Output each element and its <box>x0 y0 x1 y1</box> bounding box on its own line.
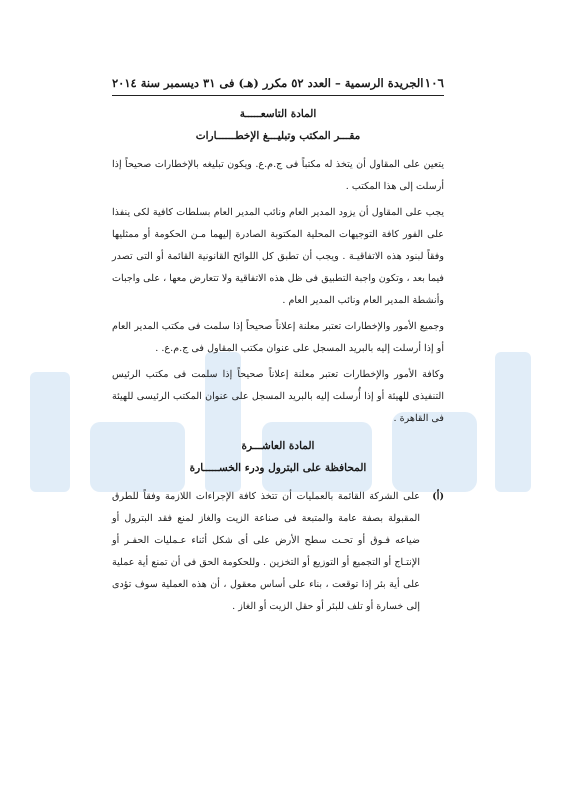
article-nine-subtitle: مقـــر المكتب وتبليـــغ الإخطــــــارات <box>195 130 361 142</box>
article-ten-subtitle: المحافظة على البترول ودرء الخســـــارة <box>189 462 367 474</box>
watermark-shape <box>495 352 531 492</box>
paragraph: يتعين على المقاول أن يتخذ له مكتباً فى ج.م.ع. ويكون تبليغه بالإخطارات صحيحاً إذا أرسلت إلى هذا المكتب . <box>112 159 444 192</box>
document-page <box>112 76 444 618</box>
page-number: ١٠٦ <box>424 76 444 90</box>
paragraph: وجميع الأمور والإخطارات تعتبر معلنة إعلاناً صحيحاً إذا سلمت فى مكتب المدير العام أو إذا أرسلت إليه بالبريد المسجل على عنوان مكتب المقاول فى ج.م.ع. . <box>112 321 444 354</box>
paragraph: وكافة الأمور والإخطارات تعتبر معلنة إعلاناً صحيحاً إذا سلمت فى مكتب الرئيس التنفيذى للهيئة أو إذا أُرسلت إليه بالبريد المسجل على عنوان المكتب الرئيسى للهيئة فى القاهرة . <box>112 369 444 424</box>
clause-a <box>112 486 444 618</box>
page-header <box>112 76 444 96</box>
article-nine-heading: المادة التاسعـــــة <box>239 108 317 120</box>
clause-label: (أ) <box>432 491 444 502</box>
watermark-shape <box>30 372 70 492</box>
article-ten-heading: المادة العاشـــرة <box>241 440 315 452</box>
paragraph: يجب على المقاول أن يزود المدير العام ونائب المدير العام بسلطات كافية لكى ينفذا على الفور كافة التوجيهات المحلية المكتوبة الصادرة إليهما مـن الحكومة أو ممثليها وفقاً لبنود هذه الاتفاقيـة . ويجب أن تطبق كل اللوائح القانونية القائمة أو التى تصدر فيما بعد ، وتكون واجبة التطبيق فى ظل هذه الاتفاقية ولا تتعارض معها ، على واجبات وأنشطة المدير العام ونائب المدير العام . <box>112 207 444 306</box>
gazette-title: الجريدة الرسمية – العدد ٥٢ مكرر (هـ) فى ٣١ ديسمبر سنة ٢٠١٤ <box>112 76 424 90</box>
clause-text: على الشركة القائمة بالعمليات أن تتخذ كافة الإجراءات اللازمة وفقاً للطرق المقبولة بصفة عامة والمتبعة فى صناعة الزيت والغاز لمنع فقد البترول أو ضياعه فـوق أو تحـت سطح الأرض على أى شكل أثناء عـمليات الحفـر أو الإنتـاج أو التجميع أو التوزيع أو التخزين . وللحكومة الحق فى أن تمنع أية عملية على أية بئر إذا توقعت ، بناء على أساس معقول ، أن هذه العملية سوف تؤدى إلى خسارة أو تلف للبئر أو حقل الزيت أو الغاز . <box>112 491 420 612</box>
